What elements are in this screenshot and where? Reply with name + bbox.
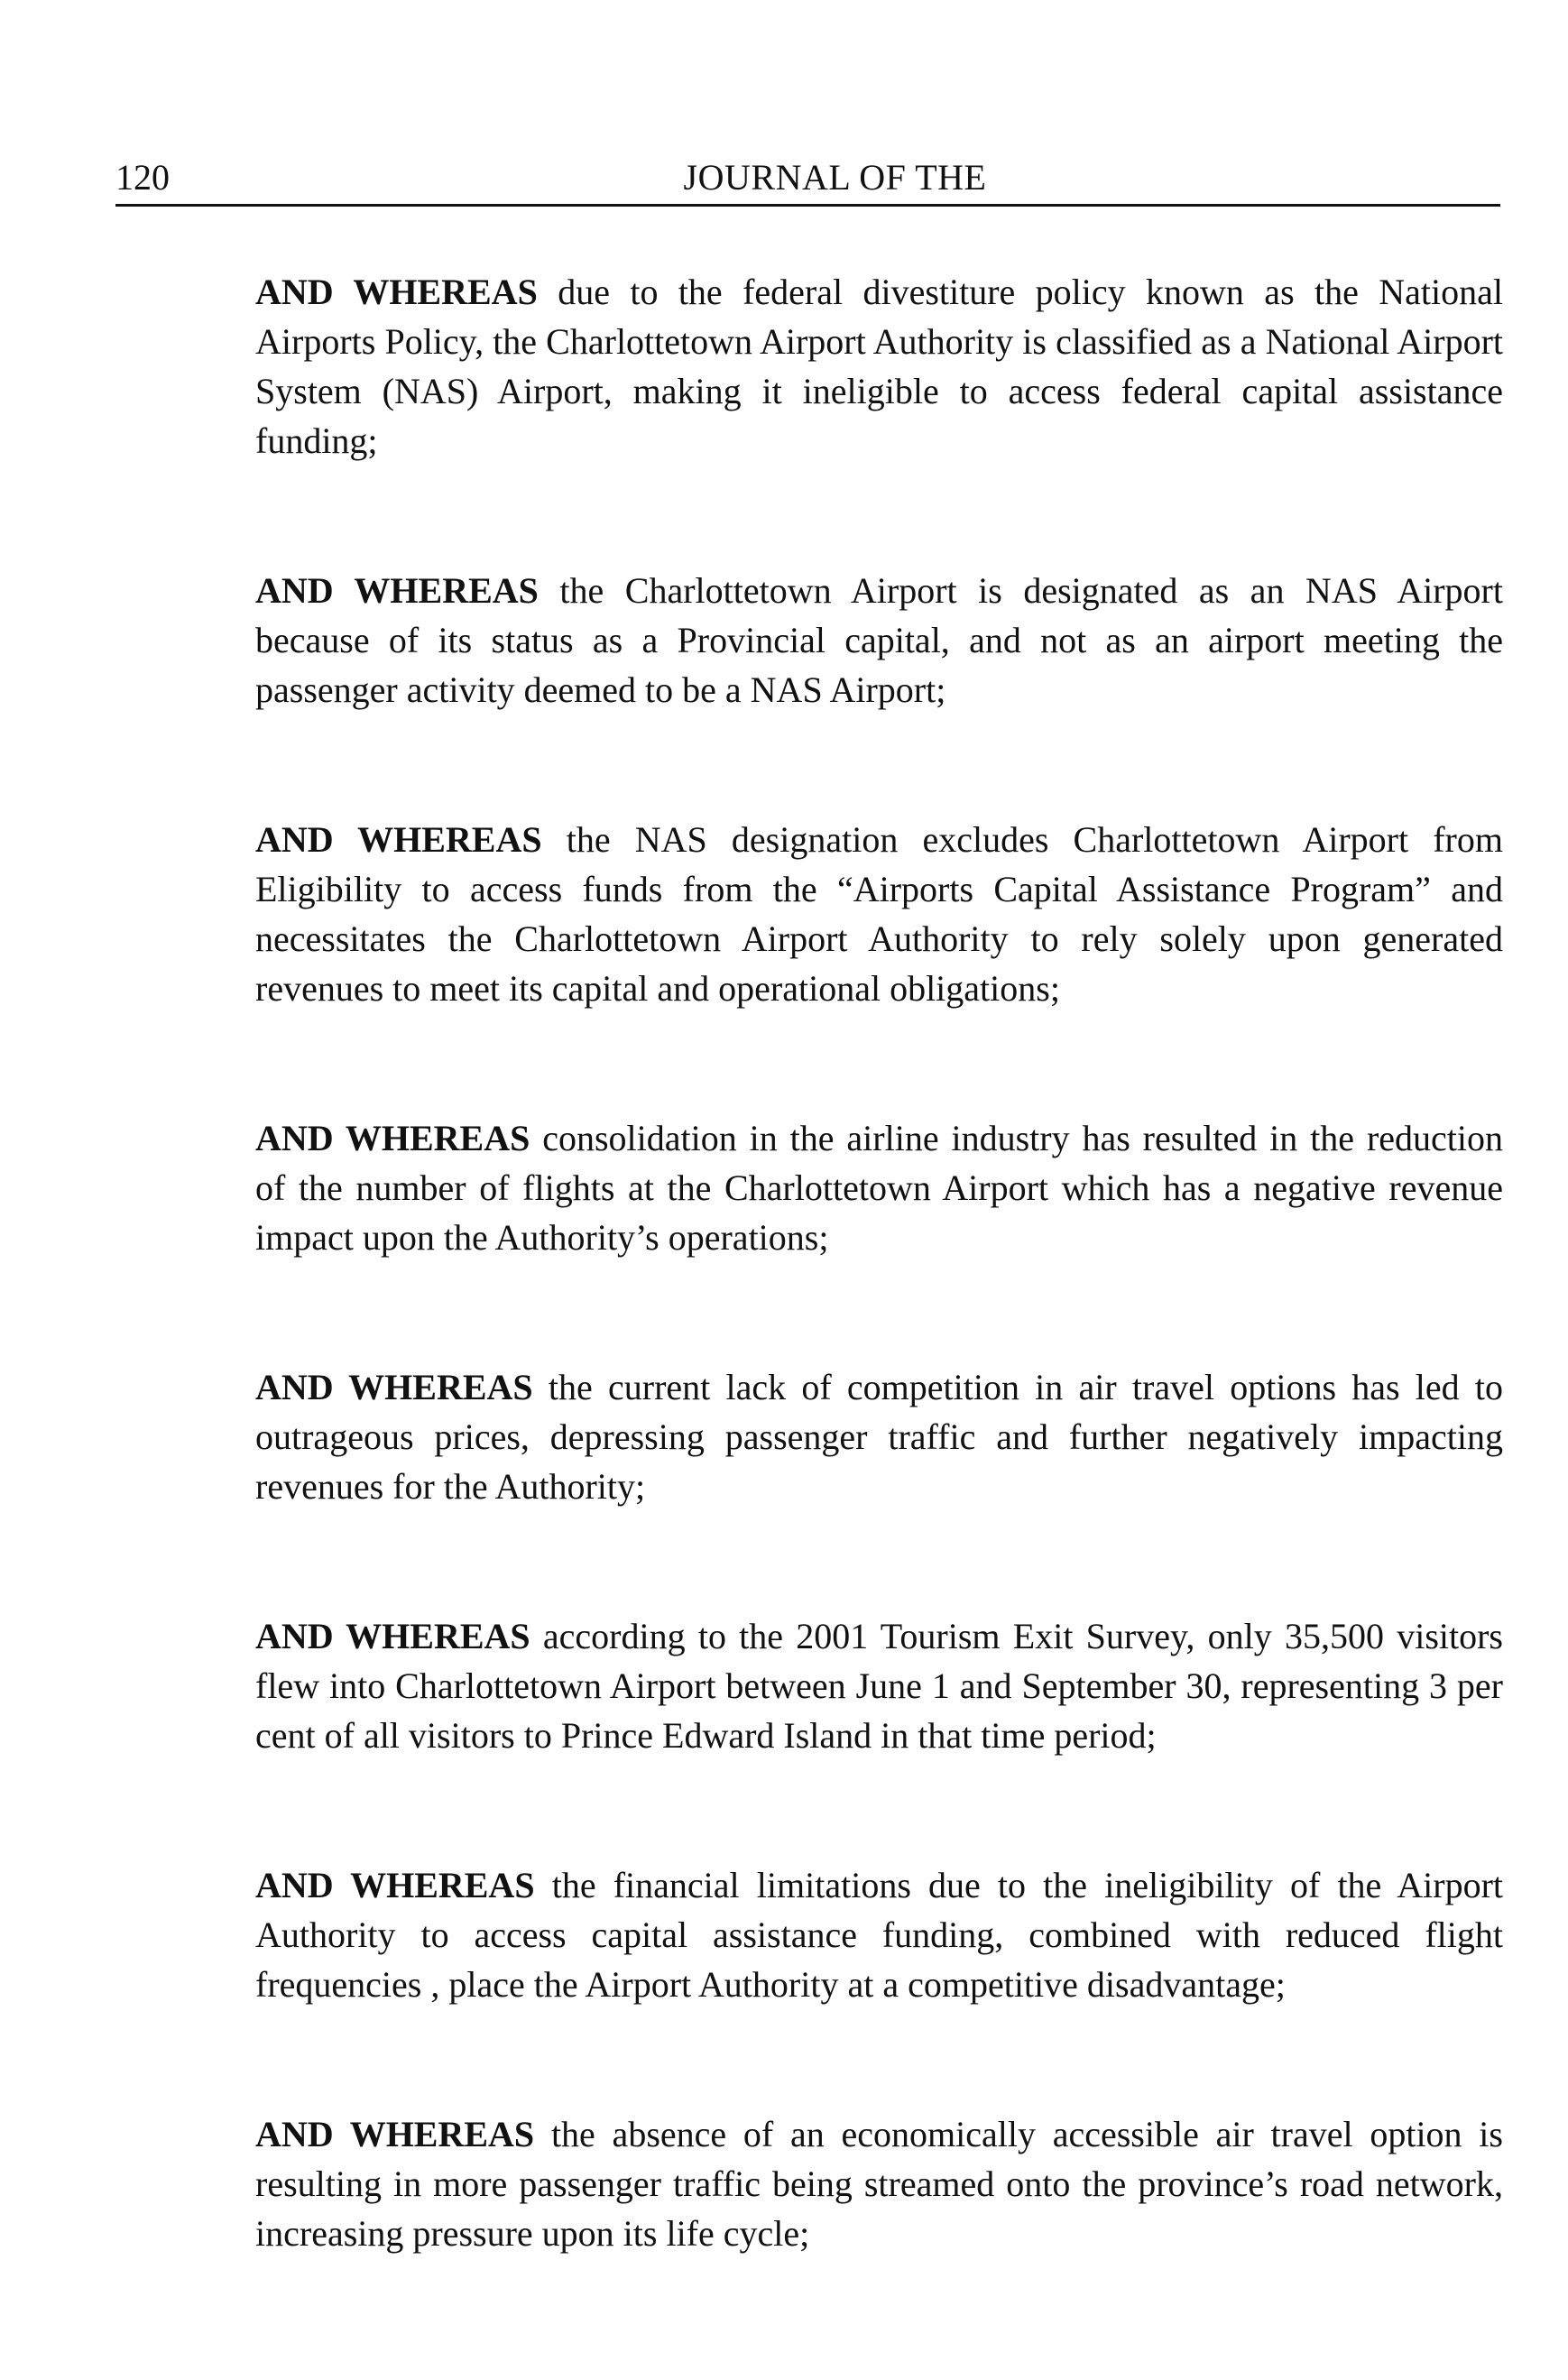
clause-text: the NAS designation excludes Charlottetown Airport from Eligibility to access funds from the “Airports Capital Assistance Program” and necessitates the Charlottetown Airport Authority to rely solely upon generated revenues to meet its capital and operational obligations; (255, 819, 1503, 1009)
whereas-clause-6 (255, 1611, 1503, 1760)
clause-text: the absence of an economically accessible air travel option is resulting in more passenger traffic being streamed onto the province’s road network, increasing pressure upon its life cycle; (255, 2114, 1503, 2254)
clause-lead: AND WHEREAS (255, 1367, 533, 1407)
whereas-clause-3 (255, 815, 1503, 1013)
running-head (115, 155, 1500, 200)
clause-text: the Charlottetown Airport is designated as an NAS Airport because of its status as a Provincial capital, and not as an airport meeting the passenger activity deemed to be a NAS Airport; (255, 570, 1503, 710)
header-rule (115, 204, 1500, 207)
clause-text: according to the 2001 Tourism Exit Survey, only 35,500 visitors flew into Charlottetown Airport between June 1 and September 30, representing 3 per cent of all visitors to Prince Edward Island in that time period; (255, 1616, 1503, 1756)
clause-text: consolidation in the airline industry has resulted in the reduction of the number of flights at the Charlottetown Airport which has a negative revenue impact upon the Authority’s operations; (255, 1118, 1503, 1258)
clause-lead: AND WHEREAS (255, 1118, 530, 1158)
journal-title: JOURNAL OF THE (683, 157, 987, 198)
clause-lead: AND WHEREAS (255, 819, 542, 860)
whereas-clause-7 (255, 1860, 1503, 2009)
clause-lead: AND WHEREAS (255, 272, 538, 312)
page-number: 120 (115, 157, 170, 198)
clause-lead: AND WHEREAS (255, 2114, 535, 2154)
whereas-clause-8 (255, 2109, 1503, 2258)
clause-lead: AND WHEREAS (255, 1616, 530, 1656)
clause-lead: AND WHEREAS (255, 1865, 535, 1905)
resolution-body (255, 267, 1503, 2358)
clause-text: the current lack of competition in air travel options has led to outrageous prices, depressing passenger traffic and further negatively impacting revenues for the Authority; (255, 1367, 1504, 1507)
clause-text: the financial limitations due to the ineligibility of the Airport Authority to access capital assistance funding, combined with reduced flight frequencies , place the Airport Authority at a competitive disadvantage; (255, 1865, 1504, 2005)
whereas-clause-1 (255, 267, 1503, 466)
whereas-clause-4 (255, 1113, 1503, 1262)
clause-text: due to the federal divestiture policy known as the National Airports Policy, the Charlottetown Airport Authority is classified as a National Airport System (NAS) Airport, making it ineligible to access federal capital assistance funding; (255, 272, 1503, 461)
clause-lead: AND WHEREAS (255, 570, 539, 611)
whereas-clause-2 (255, 566, 1503, 715)
whereas-clause-5 (255, 1362, 1503, 1511)
